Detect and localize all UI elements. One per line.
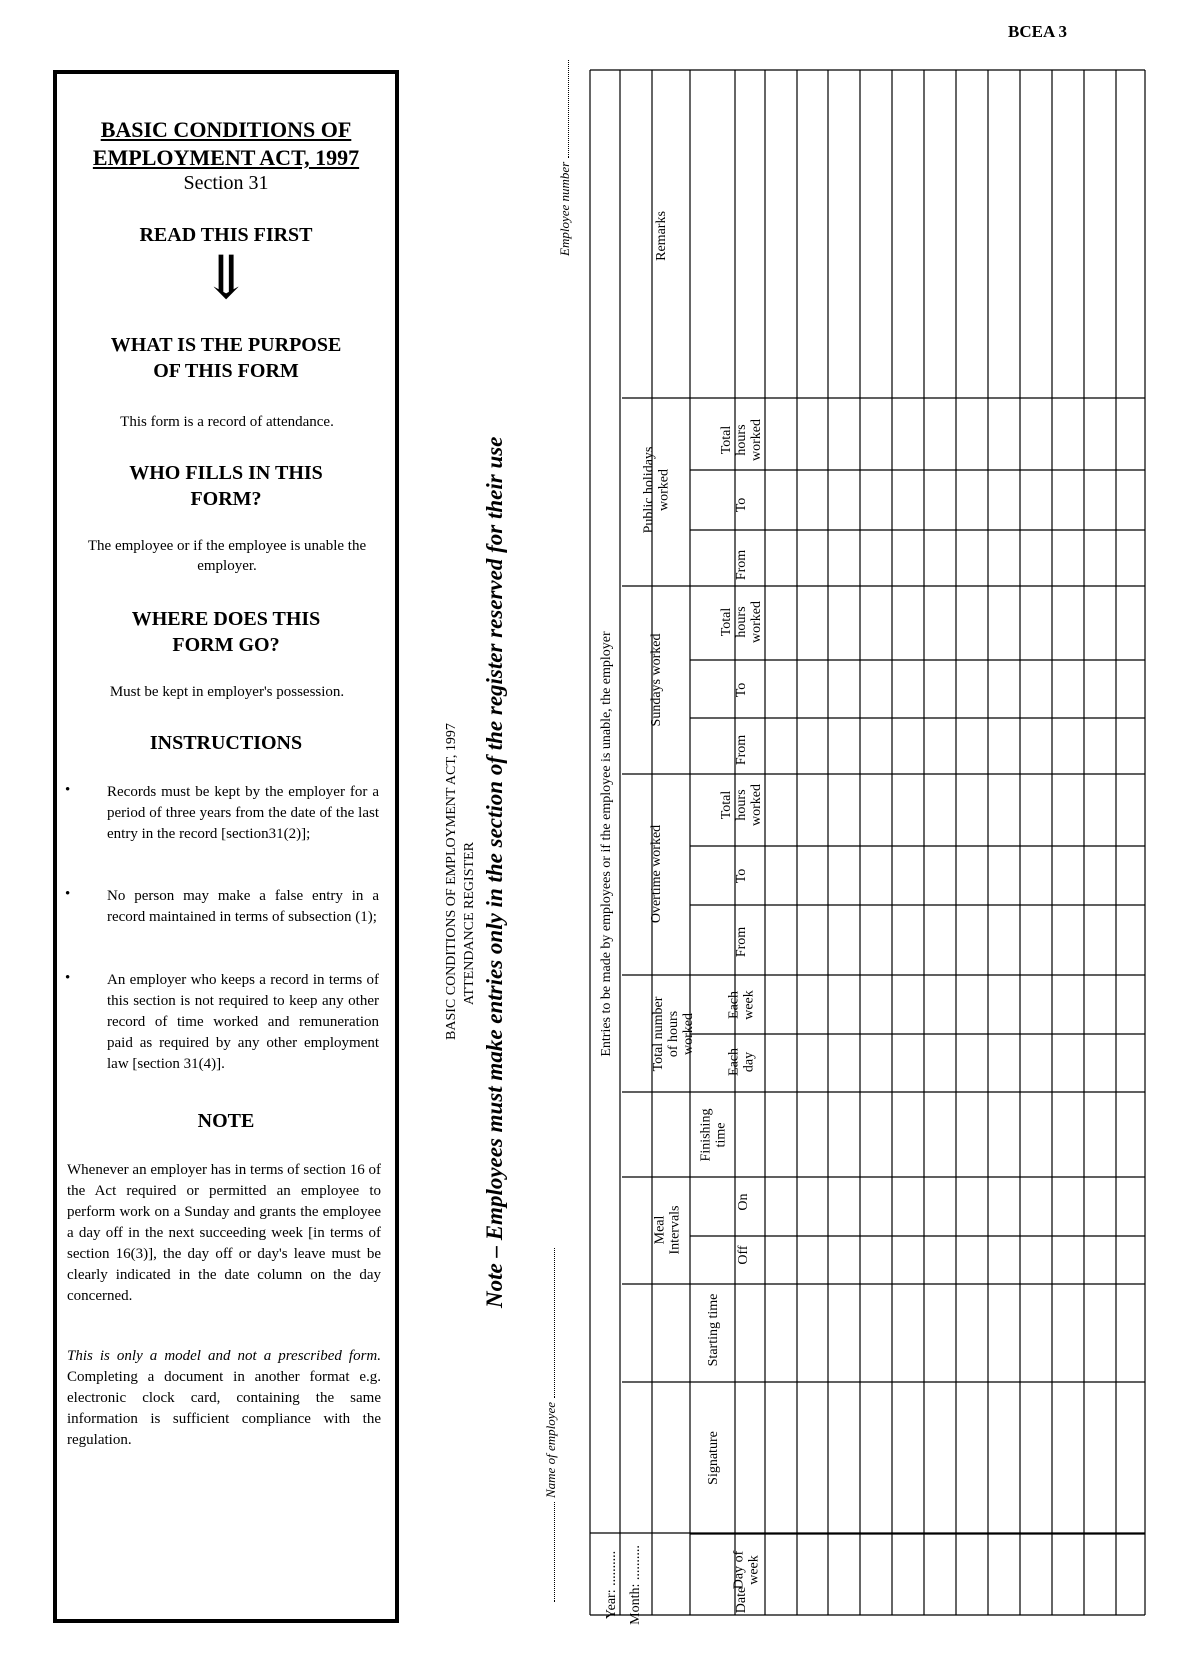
note-banner: Note – Employees must make entries only in the section of the register reserved for their use [482, 436, 507, 1308]
meal-intervals-header: MealIntervals [652, 1205, 683, 1255]
starting-time-col-header: Starting time [706, 1293, 721, 1367]
each-week-header: Eachweek [726, 990, 757, 1020]
register-title: ATTENDANCE REGISTER [462, 842, 477, 1005]
each-day-header: Eachday [726, 1048, 757, 1076]
form-code: BCEA 3 [1008, 22, 1068, 41]
section-label: Section 31 [183, 172, 269, 194]
total-hours-header: Total numberof hoursworked [651, 996, 696, 1072]
date-col-header: Date [734, 1586, 749, 1614]
sundays-header: Sundays worked [649, 633, 664, 727]
where-heading-line2: FORM GO? [172, 634, 280, 656]
meal-on-header: On [736, 1193, 751, 1211]
month-label: Month: .......... [628, 1545, 643, 1625]
year-label: Year: .......... [604, 1550, 619, 1620]
purpose-heading-line2: OF THIS FORM [153, 360, 299, 382]
meal-off-header: Off [736, 1245, 751, 1265]
purpose-text: This form is a record of attendance. [120, 414, 334, 430]
bullet-2: • [65, 886, 71, 902]
read-first-heading: READ THIS FIRST [139, 224, 313, 246]
where-heading-line1: WHERE DOES THIS [131, 608, 321, 630]
overtime-from-header: From [734, 926, 749, 958]
overtime-total-header: Totalhoursworked [719, 784, 764, 826]
entries-header: Entries to be made by employees or if the employee is unable, the employer [599, 631, 614, 1057]
bullet-3: • [65, 970, 71, 986]
model-note-rest: Completing a document in another format e.g. electronic clock card, containing the same information is sufficient compliance with the regulation. [67, 1369, 381, 1448]
purpose-heading-line1: WHAT IS THE PURPOSE [110, 334, 342, 356]
instruction-3: An employer who keeps a record in terms of this section is not required to keep any other record of time worked and remuneration paid as required by any other employment law [section 31(4)]. [107, 972, 379, 1072]
register-act-title: BASIC CONDITIONS OF EMPLOYMENT ACT, 1997 [444, 723, 459, 1040]
employee-name-label: Name of employee [543, 1401, 558, 1498]
day-of-week-col-header: Day ofweek [731, 1550, 762, 1590]
act-title-line1: BASIC CONDITIONS OF [100, 117, 352, 142]
public-to-header: To [734, 497, 749, 513]
instruction-1: Records must be kept by the employer for a period of three years from the date of the last entry in the record [section31(2)]; [107, 784, 379, 842]
who-heading-line1: WHO FILLS IN THIS [129, 462, 323, 484]
public-holidays-header: Public holidaysworked [641, 446, 672, 534]
act-title-line2: EMPLOYMENT ACT, 1997 [92, 145, 360, 170]
finishing-time-header: Finishingtime [698, 1108, 729, 1162]
sundays-total-header: Totalhoursworked [719, 601, 764, 643]
where-text: Must be kept in employer's possession. [109, 684, 345, 700]
overtime-header: Overtime worked [649, 824, 664, 924]
sundays-from-header: From [734, 734, 749, 766]
overtime-to-header: To [734, 868, 749, 884]
down-arrow-icon: ⇓ [200, 245, 252, 311]
instructions-heading: INSTRUCTIONS [149, 732, 303, 754]
remarks-header: Remarks [654, 211, 669, 261]
public-total-header: Totalhoursworked [719, 419, 764, 461]
public-from-header: From [734, 549, 749, 581]
signature-col-header: Signature [706, 1431, 721, 1485]
note-text: Whenever an employer has in terms of section 16 of the Act required or permitted an employee to perform work on a Sunday and grants the employee a day off in the next succeeding week [in terms of section 16(3)], the day off or day's leave must be clearly indicated in the date column on the day concerned. [67, 1162, 381, 1304]
model-note-italic: This is only a model and not a prescribed form. [67, 1348, 381, 1364]
sundays-to-header: To [734, 682, 749, 698]
bullet-1: • [65, 782, 71, 798]
who-heading-line2: FORM? [190, 488, 262, 510]
note-heading: NOTE [197, 1110, 255, 1132]
instruction-2: No person may make a false entry in a record maintained in terms of subsection (1); [107, 888, 379, 925]
who-text: The employee or if the employee is unable the employer. [87, 538, 367, 574]
employee-number-label: Employee number [557, 161, 572, 256]
